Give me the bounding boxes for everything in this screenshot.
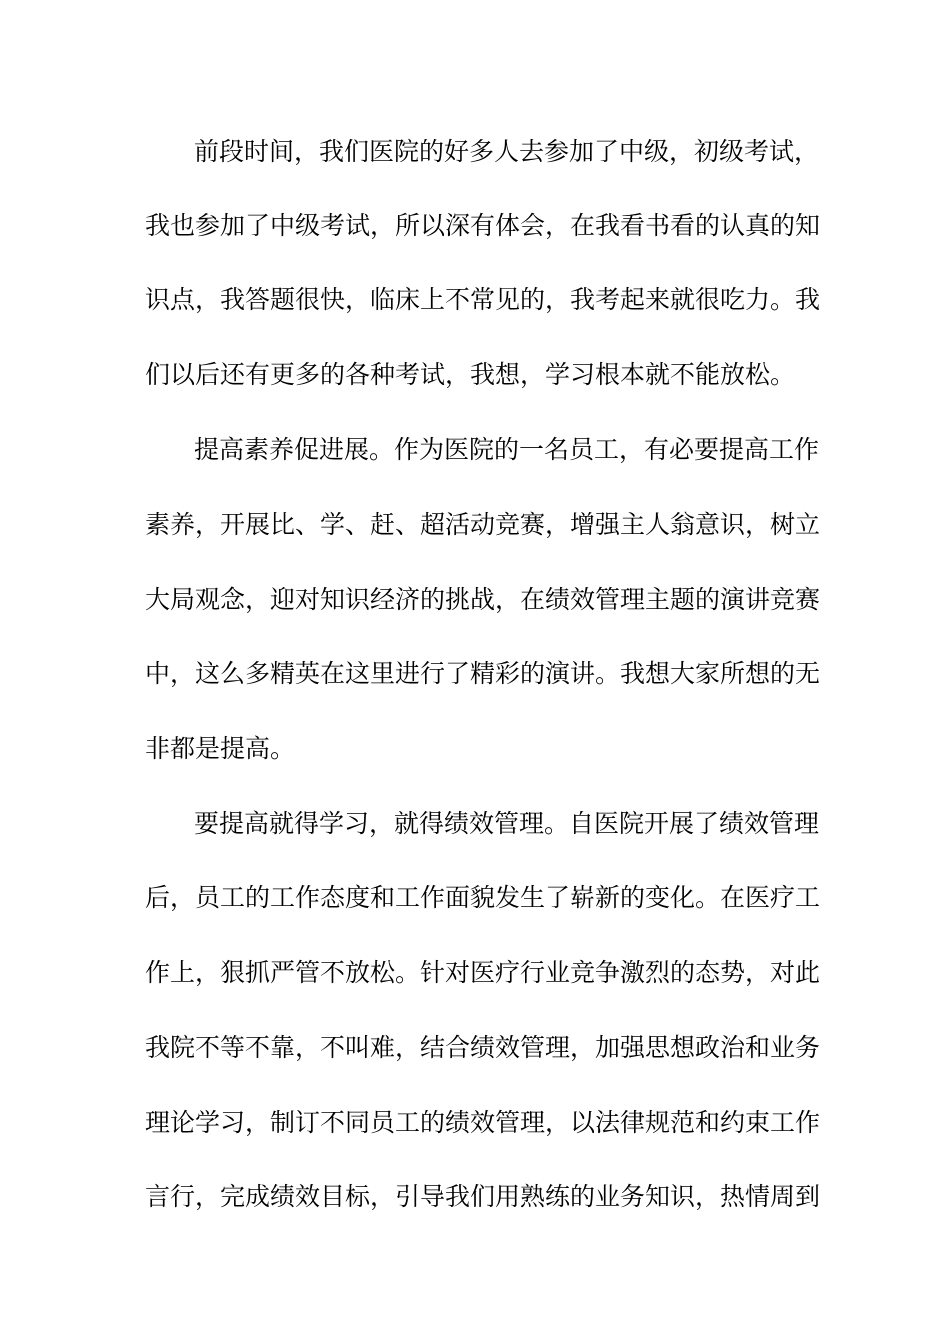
text-line: 前段时间，我们医院的好多人去参加了中级，初级考试，: [194, 137, 820, 166]
text-line: 提高素养促进展。作为医院的一名员工，有必要提高工作: [194, 435, 820, 464]
text-line: 言行，完成绩效目标，引导我们用熟练的业务知识，热情周到: [145, 1182, 821, 1211]
text-line: 我院不等不靠，不叫难，结合绩效管理，加强思想政治和业务: [145, 1033, 821, 1062]
text-line: 后，员工的工作态度和工作面貌发生了崭新的变化。在医疗工: [145, 883, 821, 912]
text-line: 我也参加了中级考试，所以深有体会，在我看书看的认真的知: [145, 211, 821, 240]
text-line: 大局观念，迎对知识经济的挑战，在绩效管理主题的演讲竞赛: [145, 585, 821, 614]
text-line: 理论学习，制订不同员工的绩效管理，以法律规范和约束工作: [145, 1108, 821, 1137]
text-line: 们以后还有更多的各种考试，我想，学习根本就不能放松。: [145, 360, 796, 389]
text-line: 识点，我答题很快，临床上不常见的，我考起来就很吃力。我: [145, 285, 821, 314]
text-line: 素养，开展比、学、赶、超活动竞赛，增强主人翁意识，树立: [145, 510, 821, 539]
text-line: 非都是提高。: [145, 734, 296, 763]
text-line: 要提高就得学习，就得绩效管理。自医院开展了绩效管理: [194, 809, 820, 838]
text-line: 作上，狠抓严管不放松。针对医疗行业竞争激烈的态势，对此: [145, 958, 821, 987]
text-line: 中，这么多精英在这里进行了精彩的演讲。我想大家所想的无: [145, 659, 821, 688]
